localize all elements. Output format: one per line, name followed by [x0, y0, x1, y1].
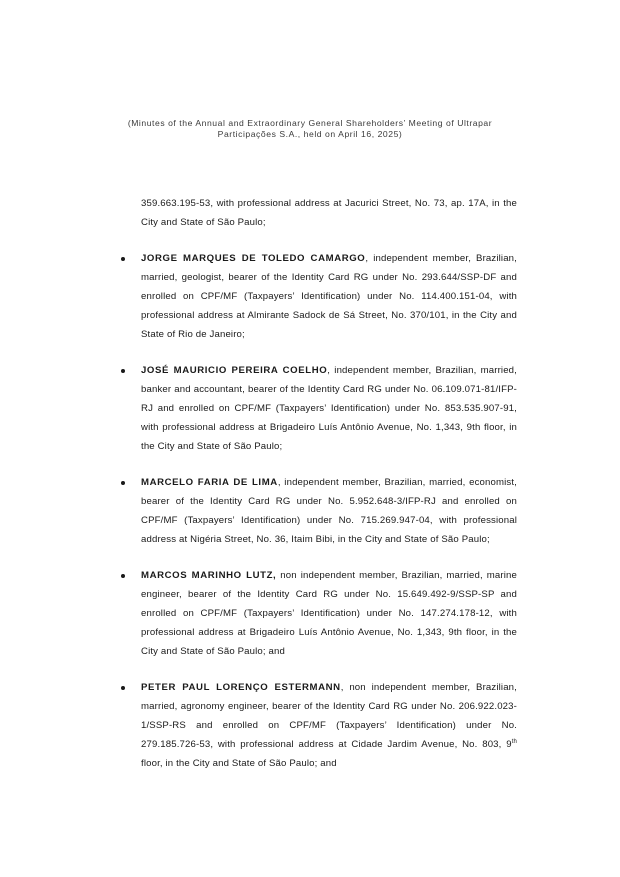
list-item	[141, 361, 517, 456]
member-details: non independent member, Brazilian, married, marine engineer, bearer of the Identity Card RG under No. 15.649.492-9/SSP-SP and enrolled on CPF/MF (Taxpayers’ Identification) under No. 147.274.178-12, with professional address at Brigadeiro Luís Antônio Avenue, No. 1,343, 9th floor, in the City and State of São Paulo; and	[141, 570, 517, 657]
member-name: JOSÉ MAURICIO PEREIRA COELHO	[141, 365, 328, 376]
member-name: MARCOS MARINHO LUTZ,	[141, 570, 277, 581]
member-name: JORGE MARQUES DE TOLEDO CAMARGO	[141, 253, 366, 264]
bullet-icon	[121, 257, 125, 261]
member-details: , independent member, Brazilian, married, economist, bearer of the Identity Card RG under No. 5.952.648-3/IFP-RJ and enrolled on CPF/MF (Taxpayers’ Identification) under No. 715.269.947-04, with professional address at Nigéria Street, No. 36, Itaim Bibi, in the City and State of São Paulo;	[141, 477, 517, 545]
member-name: PETER PAUL LORENÇO ESTERMANN	[141, 682, 341, 693]
document-header	[95, 118, 525, 139]
bullet-icon	[121, 369, 125, 373]
document-body	[141, 194, 517, 773]
list-item	[141, 678, 517, 773]
member-name: MARCELO FARIA DE LIMA	[141, 477, 278, 488]
list-item	[141, 473, 517, 549]
member-details: , independent member, Brazilian, married, geologist, bearer of the Identity Card RG under No. 293.644/SSP-DF and enrolled on CPF/MF (Taxpayers’ Identification) under No. 114.400.151-04, with professional address at Almirante Sadock de Sá Street, No. 370/101, in the City and State of Rio de Janeiro;	[141, 253, 517, 340]
bullet-icon	[121, 481, 125, 485]
header-line-2: Participações S.A., held on April 16, 2025)	[217, 128, 403, 139]
superscript-ordinal: th	[511, 738, 517, 745]
list-item	[141, 249, 517, 344]
list-item	[141, 566, 517, 661]
member-details: , non independent member, Brazilian, married, agronomy engineer, bearer of the Identity Card RG under No. 206.922.023-1/SSP-RS and enrolled on CPF/MF (Taxpayers’ Identification) under No. 279.185.726-53, with professional address at Cidade Jardim Avenue, No. 803, 9	[141, 682, 517, 750]
bullet-icon	[121, 686, 125, 690]
intro-paragraph: 359.663.195-53, with professional address at Jacurici Street, No. 73, ap. 17A, in the City and State of São Paulo;	[141, 198, 517, 228]
member-details-end: floor, in the City and State of São Paulo; and	[141, 758, 337, 769]
bullet-icon	[121, 574, 125, 578]
member-details: , independent member, Brazilian, married, banker and accountant, bearer of the Identity Card RG under No. 06.109.071-81/IFP-RJ and enrolled on CPF/MF (Taxpayers’ Identification) under No. 853.535.907-91, with professional address at Brigadeiro Luís Antônio Avenue, No. 1,343, 9th floor, in the City and State of São Paulo;	[141, 365, 517, 452]
header-line-1: (Minutes of the Annual and Extraordinary General Shareholders’ Meeting of Ultrapar	[127, 118, 493, 128]
